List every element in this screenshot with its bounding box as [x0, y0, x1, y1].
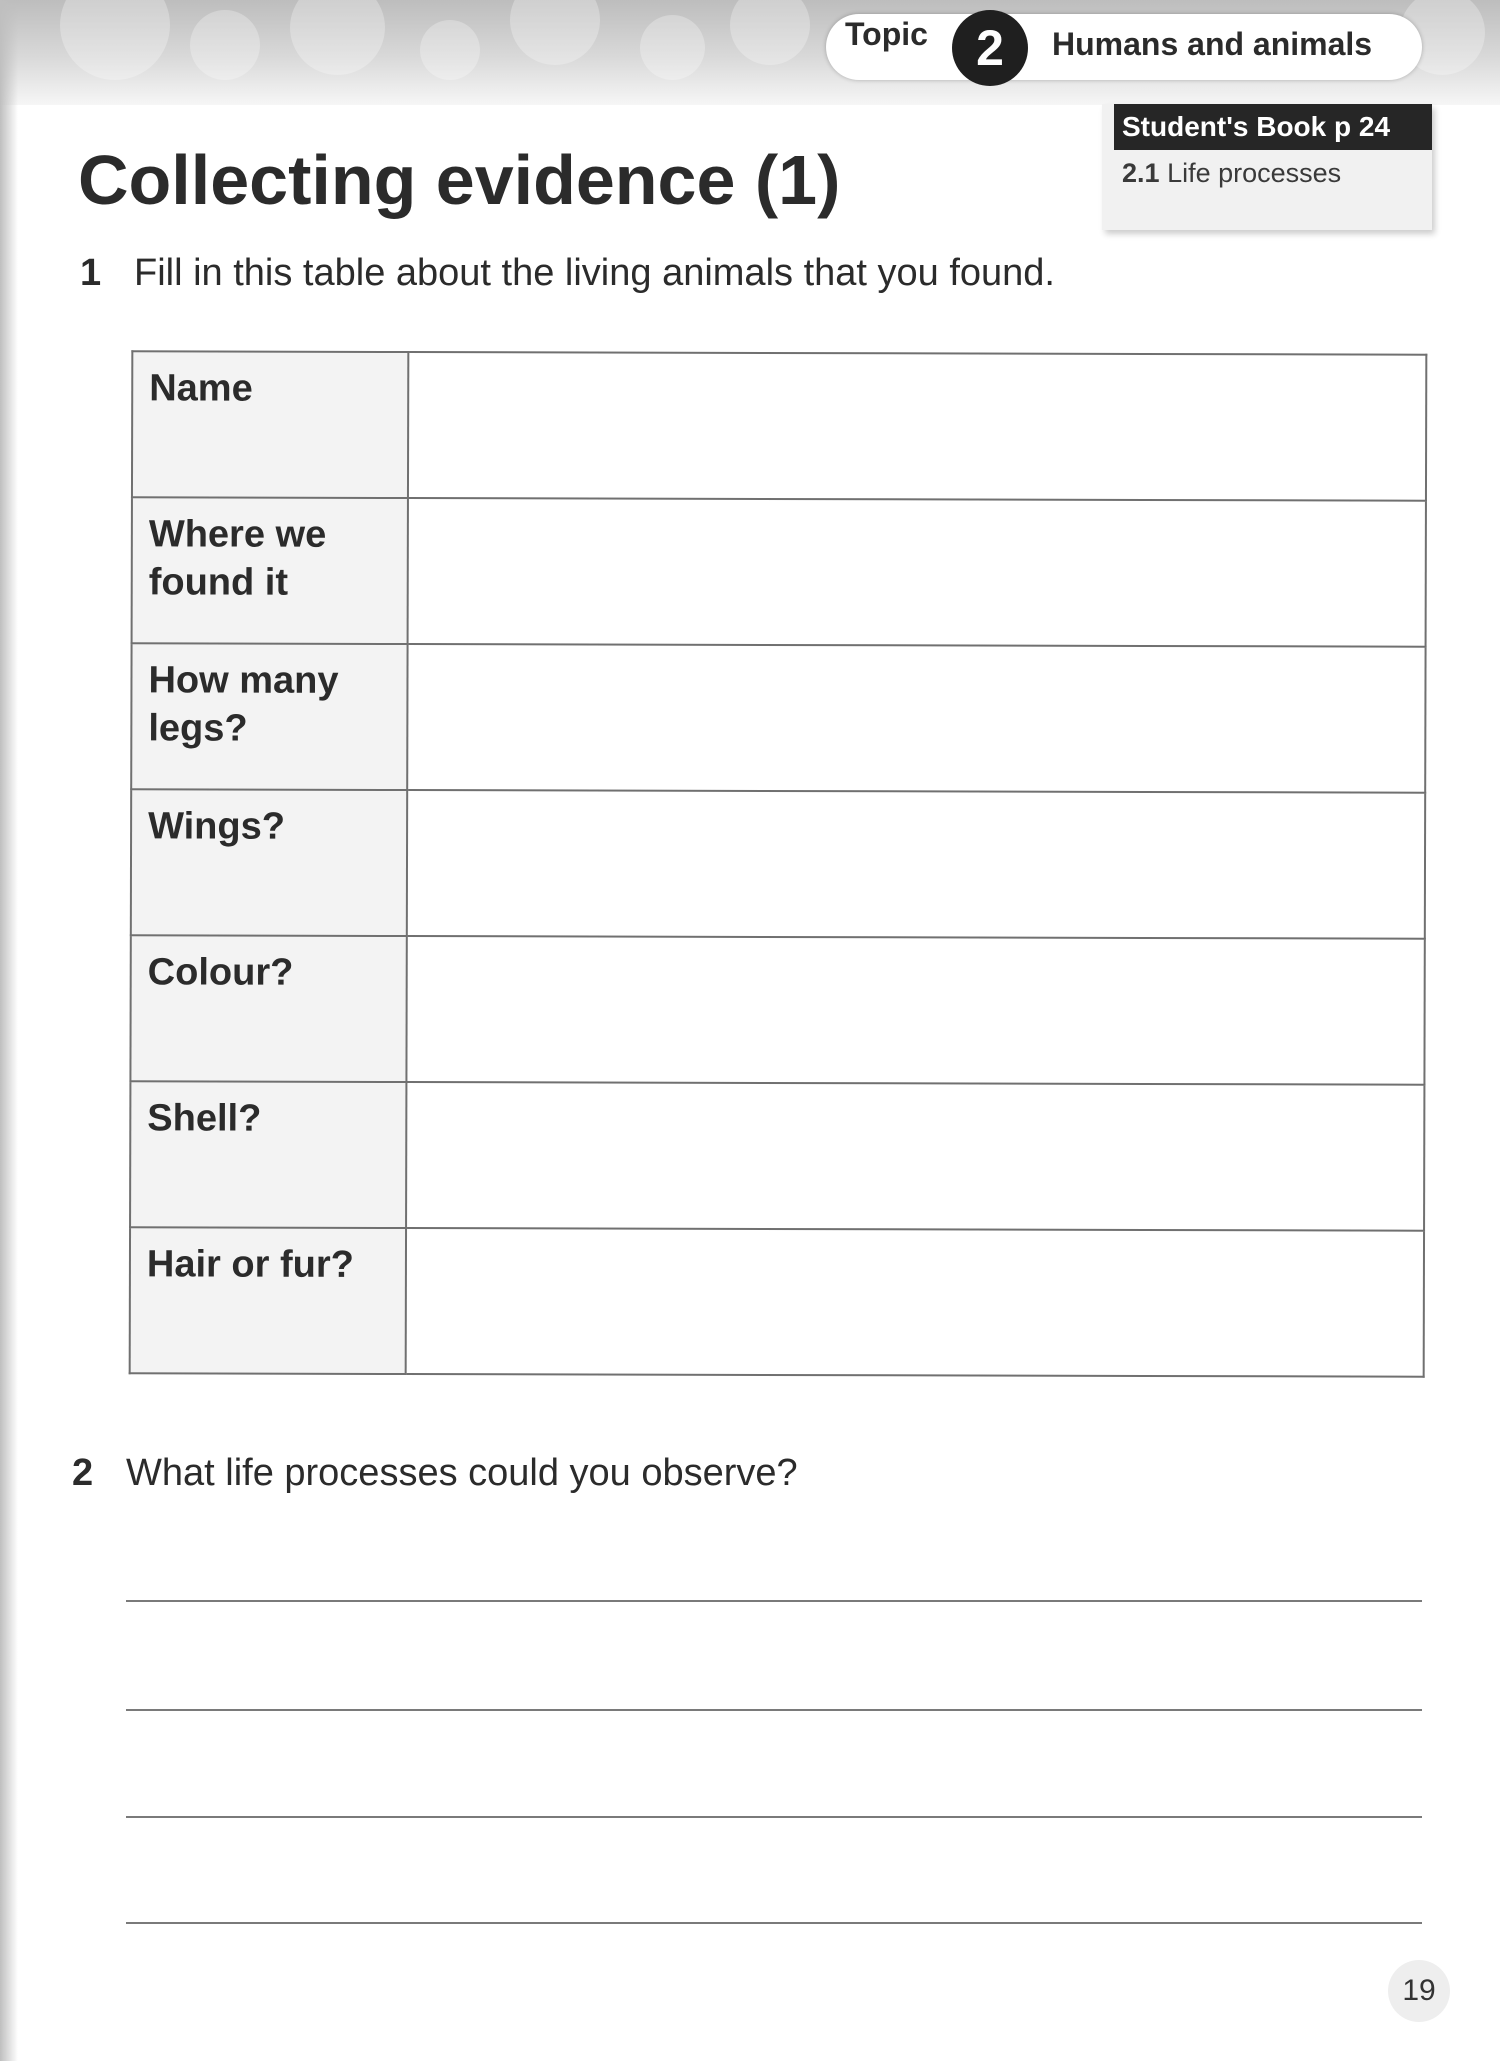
- table-row: [131, 643, 1425, 792]
- answer-cell-shell[interactable]: [406, 1082, 1424, 1231]
- answer-line-3[interactable]: [126, 1816, 1422, 1818]
- row-label-shell: Shell?: [130, 1081, 406, 1228]
- topic-number-badge: 2: [952, 10, 1028, 86]
- question-2-number: 2: [72, 1452, 94, 1494]
- page-title: Collecting evidence (1): [78, 141, 841, 219]
- question-1-text: Fill in this table about the living animals that you found.: [134, 252, 1055, 294]
- question-1-number: 1: [80, 252, 102, 294]
- answer-line-4[interactable]: [126, 1922, 1422, 1924]
- row-label-colour: Colour?: [130, 935, 406, 1082]
- table-row: [130, 935, 1424, 1084]
- row-label-hair-fur: Hair or fur?: [130, 1227, 406, 1374]
- answer-line-2[interactable]: [126, 1709, 1422, 1711]
- answer-cell-where-found[interactable]: [408, 498, 1426, 647]
- row-label-where-found: Where we found it: [132, 497, 408, 644]
- animal-evidence-table: [129, 350, 1428, 1377]
- page-edge-shadow: [0, 0, 18, 2061]
- section-reference: [1122, 158, 1341, 189]
- answer-cell-name[interactable]: [408, 352, 1426, 501]
- table-row: [132, 497, 1426, 646]
- topic-title: Humans and animals: [1052, 26, 1373, 62]
- row-label-name: Name: [132, 351, 408, 498]
- table-row: [132, 351, 1426, 500]
- row-label-wings: Wings?: [131, 789, 407, 936]
- answer-line-1[interactable]: [126, 1600, 1422, 1602]
- table-row: [130, 1081, 1424, 1230]
- answer-cell-colour[interactable]: [406, 936, 1424, 1085]
- topic-label: Topic: [845, 16, 928, 52]
- answer-cell-legs[interactable]: [407, 644, 1425, 793]
- table-row: [130, 1227, 1424, 1376]
- page-number: 19: [1388, 1960, 1450, 2022]
- table-row: [131, 789, 1425, 938]
- section-number: 2.1: [1122, 158, 1160, 188]
- row-label-legs: How many legs?: [131, 643, 407, 790]
- question-2-text: What life processes could you observe?: [126, 1452, 798, 1494]
- students-book-reference: Student's Book p 24: [1114, 104, 1432, 150]
- section-title: Life processes: [1167, 158, 1342, 188]
- answer-cell-hair-fur[interactable]: [406, 1228, 1424, 1377]
- answer-cell-wings[interactable]: [407, 790, 1425, 939]
